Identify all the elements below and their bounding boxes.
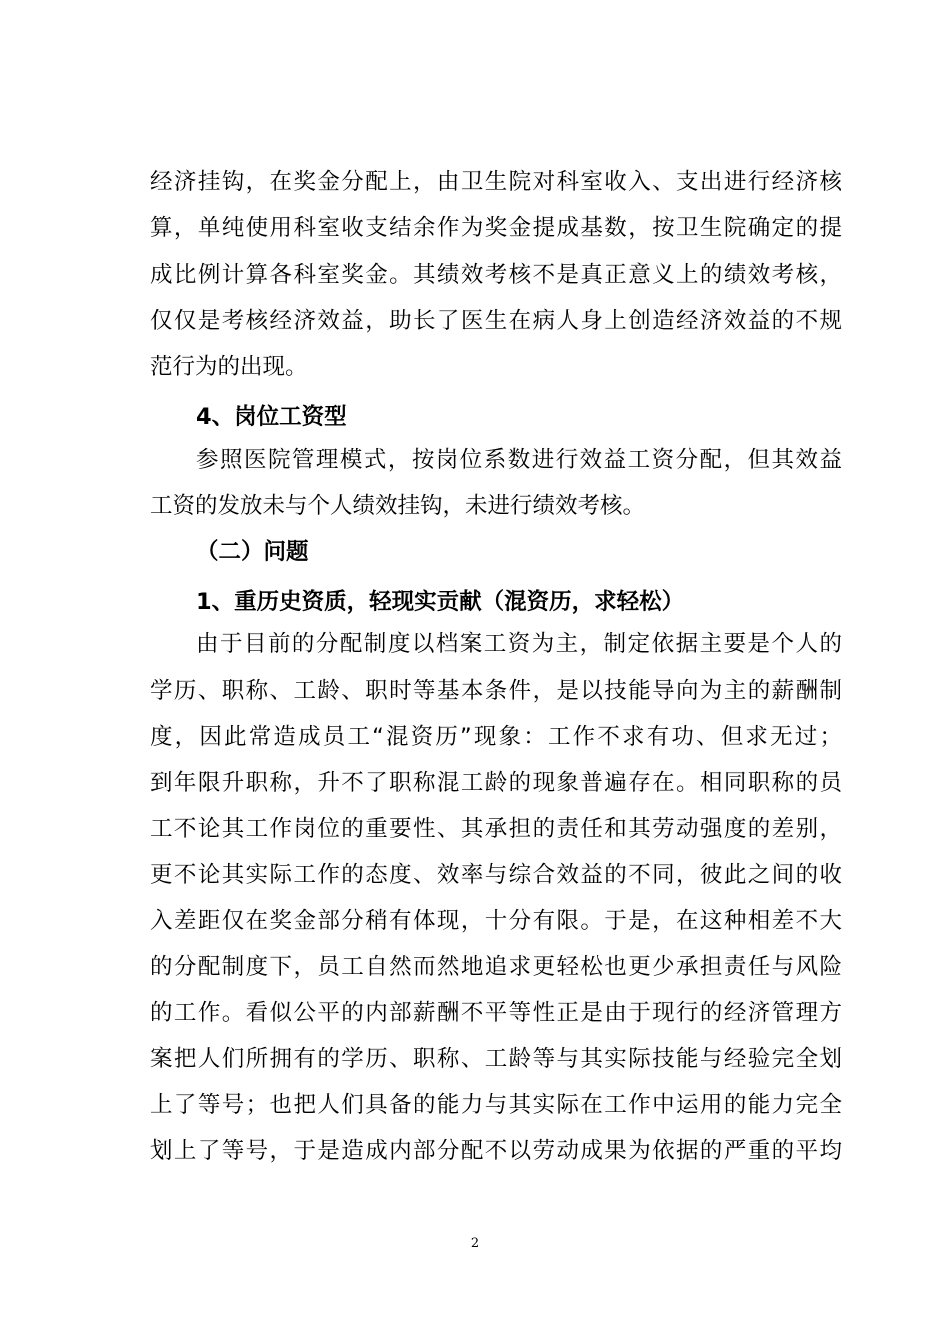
paragraph-line: 由于目前的分配制度以档案工资为主，制定依据主要是个人的 — [196, 631, 842, 657]
paragraph-line: 的分配制度下，员工自然而然地追求更轻松也更少承担责任与风险 — [150, 954, 842, 980]
subsection-heading: 1、重历史资质，轻现实贡献（混资历，求轻松） — [196, 589, 685, 615]
paragraph-line: 的工作。看似公平的内部薪酬不平等性正是由于现行的经济管理方 — [150, 1000, 842, 1026]
paragraph-line: 成比例计算各科室奖金。其绩效考核不是真正意义上的绩效考核， — [150, 262, 842, 288]
paragraph-line: 到年限升职称，升不了职称混工龄的现象普遍存在。相同职称的员 — [150, 770, 842, 796]
paragraph-line: 上了等号；也把人们具备的能力与其实际在工作中运用的能力完全 — [150, 1092, 842, 1118]
paragraph-line: 算，单纯使用科室收支结余作为奖金提成基数，按卫生院确定的提 — [150, 215, 842, 241]
paragraph-line: 经济挂钩，在奖金分配上，由卫生院对科室收入、支出进行经济核 — [150, 169, 842, 195]
paragraph-line: 入差距仅在奖金部分稍有体现，十分有限。于是，在这种相差不大 — [150, 908, 842, 934]
paragraph-line: 工资的发放未与个人绩效挂钩，未进行绩效考核。 — [150, 493, 646, 519]
paragraph-line: 案把人们所拥有的学历、职称、工龄等与其实际技能与经验完全划 — [150, 1046, 842, 1072]
section-heading: （二）问题 — [196, 539, 309, 565]
paragraph-line: 更不论其实际工作的态度、效率与综合效益的不同，彼此之间的收 — [150, 862, 842, 888]
page-number: 2 — [470, 1236, 480, 1251]
paragraph-line: 仅仅是考核经济效益，助长了医生在病人身上创造经济效益的不规 — [150, 308, 842, 334]
paragraph-line: 参照医院管理模式，按岗位系数进行效益工资分配，但其效益 — [196, 447, 842, 473]
paragraph-line: 范行为的出现。 — [150, 354, 308, 380]
paragraph-line: 度，因此常造成员工“混资历”现象：工作不求有功、但求无过； — [150, 724, 842, 750]
paragraph-line: 划上了等号，于是造成内部分配不以劳动成果为依据的严重的平均 — [150, 1138, 842, 1164]
paragraph-line: 工不论其工作岗位的重要性、其承担的责任和其劳动强度的差别， — [150, 816, 842, 842]
paragraph-line: 学历、职称、工龄、职时等基本条件，是以技能导向为主的薪酬制 — [150, 678, 842, 704]
section-heading: 4、岗位工资型 — [196, 404, 347, 430]
